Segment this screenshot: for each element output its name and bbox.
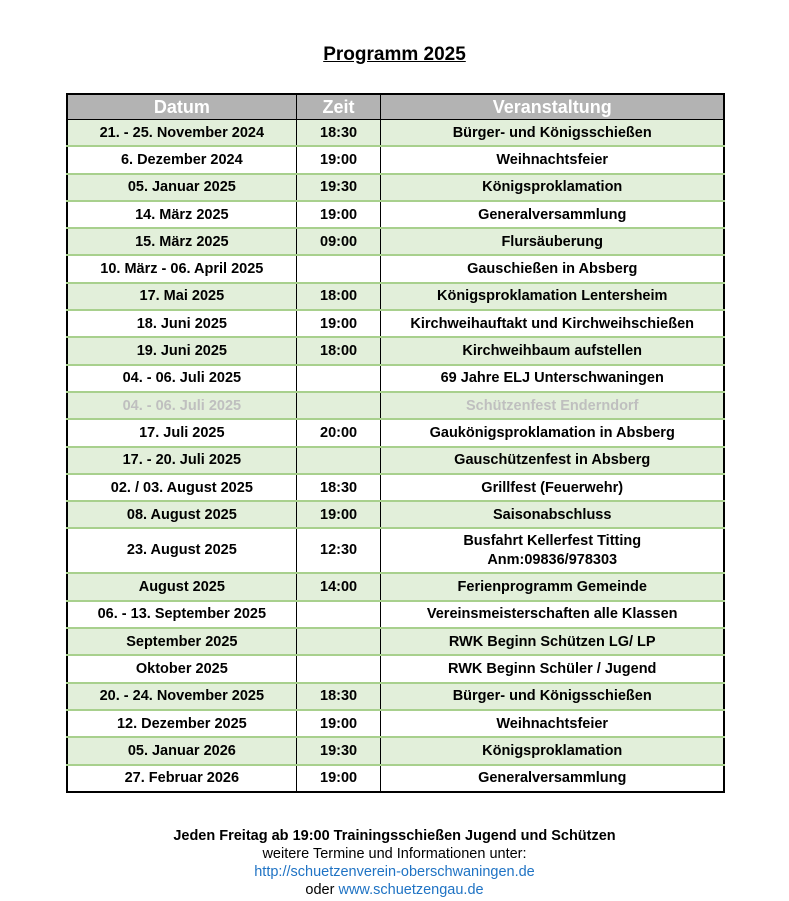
table-row <box>67 474 724 501</box>
row-event <box>381 683 724 710</box>
program-table <box>66 93 725 793</box>
row-event-text: Grillfest (Feuerwehr) <box>481 479 624 496</box>
row-event-text: Ferienprogramm Gemeinde <box>457 579 647 596</box>
row-event-text: Königsproklamation Lentersheim <box>436 288 668 305</box>
row-time: 18:30 <box>296 474 381 501</box>
row-time <box>296 447 381 474</box>
column-header-date: Datum <box>67 94 296 120</box>
row-event <box>381 655 724 682</box>
row-time <box>296 628 381 655</box>
row-event <box>381 120 724 147</box>
row-event-text: Saisonabschluss <box>492 506 612 523</box>
table-row <box>67 120 724 147</box>
row-time: 18:00 <box>296 337 381 364</box>
row-event-text: Gauschützenfest in Absberg <box>454 452 651 469</box>
row-date: Oktober 2025 <box>67 655 296 682</box>
row-event-text: Kirchweihauftakt und Kirchweihschießen <box>410 315 695 332</box>
row-time <box>296 601 381 628</box>
row-event-text: Weihnachtsfeier <box>496 151 609 168</box>
row-event-text: Generalversammlung <box>478 770 627 787</box>
more-info-note: weitere Termine und Informationen unter: <box>262 846 527 862</box>
row-date: 17. Juli 2025 <box>67 419 296 446</box>
row-time: 19:30 <box>296 737 381 764</box>
row-event <box>381 710 724 737</box>
table-row <box>67 447 724 474</box>
footer <box>0 827 789 899</box>
row-event-text: Schützenfest Enderndorf <box>466 397 639 414</box>
row-time <box>296 255 381 282</box>
row-date: 08. August 2025 <box>67 501 296 528</box>
table-row <box>67 655 724 682</box>
table-row <box>67 365 724 392</box>
table-row <box>67 501 724 528</box>
row-event-text: 69 Jahre ELJ Unterschwaningen <box>440 370 664 387</box>
row-event <box>381 501 724 528</box>
row-event <box>381 255 724 282</box>
column-header-time: Zeit <box>296 94 381 120</box>
row-event <box>381 573 724 600</box>
row-time: 12:30 <box>296 528 381 573</box>
row-date: 19. Juni 2025 <box>67 337 296 364</box>
row-event <box>381 174 724 201</box>
row-date: August 2025 <box>67 573 296 600</box>
row-event-text: Gaukönigsproklamation in Absberg <box>429 424 675 441</box>
row-event <box>381 765 724 792</box>
row-event-note: Anm:09836/978303 <box>487 551 618 568</box>
row-event-text: Flursäuberung <box>501 233 603 250</box>
row-date: 18. Juni 2025 <box>67 310 296 337</box>
row-event <box>381 628 724 655</box>
page-title <box>0 44 789 66</box>
row-time: 14:00 <box>296 573 381 600</box>
row-time: 19:00 <box>296 146 381 173</box>
row-time: 19:00 <box>296 501 381 528</box>
row-event <box>381 737 724 764</box>
column-header-event: Veranstaltung <box>381 94 724 120</box>
table-row <box>67 628 724 655</box>
row-date: 14. März 2025 <box>67 201 296 228</box>
row-event-text: Gauschießen in Absberg <box>467 261 638 278</box>
row-date: 10. März - 06. April 2025 <box>67 255 296 282</box>
row-event <box>381 201 724 228</box>
row-date: 06. - 13. September 2025 <box>67 601 296 628</box>
row-event-text: Königsproklamation <box>482 179 623 196</box>
row-event-text: RWK Beginn Schützen LG/ LP <box>448 633 656 650</box>
table-row <box>67 419 724 446</box>
row-event-text: RWK Beginn Schüler / Jugend <box>448 660 657 677</box>
row-event <box>381 283 724 310</box>
row-time: 19:00 <box>296 710 381 737</box>
row-event <box>381 337 724 364</box>
row-event-text: Kirchweihbaum aufstellen <box>462 343 643 360</box>
table-row <box>67 337 724 364</box>
row-event <box>381 146 724 173</box>
table-row <box>67 601 724 628</box>
row-date: 6. Dezember 2024 <box>67 146 296 173</box>
club-website-link[interactable]: http://schuetzenverein-oberschwaningen.de <box>254 864 535 880</box>
table-row <box>67 228 724 255</box>
row-date: 15. März 2025 <box>67 228 296 255</box>
row-time: 18:30 <box>296 683 381 710</box>
row-date: 05. Januar 2026 <box>67 737 296 764</box>
row-event <box>381 392 724 419</box>
row-time: 18:00 <box>296 283 381 310</box>
training-note: Jeden Freitag ab 19:00 Trainingsschießen Jugend und Schützen <box>173 828 616 844</box>
table-row <box>67 683 724 710</box>
row-event-text: Busfahrt Kellerfest Titting <box>463 532 642 549</box>
row-time: 19:00 <box>296 310 381 337</box>
row-date: 04. - 06. Juli 2025 <box>67 392 296 419</box>
row-event <box>381 365 724 392</box>
row-time: 19:30 <box>296 174 381 201</box>
or-label: oder <box>305 882 339 898</box>
row-time: 18:30 <box>296 120 381 147</box>
table-row <box>67 765 724 792</box>
row-event-text: Bürger- und Königsschießen <box>452 688 652 705</box>
table-header-row <box>67 94 724 120</box>
table-row <box>67 573 724 600</box>
row-event <box>381 447 724 474</box>
row-time: 09:00 <box>296 228 381 255</box>
table-row <box>67 201 724 228</box>
table-row <box>67 255 724 282</box>
row-event <box>381 528 724 573</box>
row-event <box>381 310 724 337</box>
row-time <box>296 392 381 419</box>
row-time: 19:00 <box>296 201 381 228</box>
row-event-text: Generalversammlung <box>478 206 627 223</box>
table-row <box>67 710 724 737</box>
row-date: 20. - 24. November 2025 <box>67 683 296 710</box>
row-time: 20:00 <box>296 419 381 446</box>
row-date: 04. - 06. Juli 2025 <box>67 365 296 392</box>
row-event-text: Königsproklamation <box>482 742 623 759</box>
row-event-text: Weihnachtsfeier <box>496 715 609 732</box>
table-row <box>67 283 724 310</box>
row-date: 17. - 20. Juli 2025 <box>67 447 296 474</box>
gau-website-link[interactable]: www.schuetzengau.de <box>338 882 484 898</box>
row-time <box>296 365 381 392</box>
row-time <box>296 655 381 682</box>
row-date: September 2025 <box>67 628 296 655</box>
row-date: 02. / 03. August 2025 <box>67 474 296 501</box>
table-row <box>67 174 724 201</box>
row-event <box>381 228 724 255</box>
table-row <box>67 528 724 573</box>
row-event-text: Vereinsmeisterschaften alle Klassen <box>426 606 678 623</box>
row-time: 19:00 <box>296 765 381 792</box>
row-date: 27. Februar 2026 <box>67 765 296 792</box>
row-event <box>381 419 724 446</box>
row-event <box>381 601 724 628</box>
row-date: 23. August 2025 <box>67 528 296 573</box>
page-title-text: Programm 2025 <box>323 44 466 65</box>
row-date: 12. Dezember 2025 <box>67 710 296 737</box>
table-row <box>67 392 724 419</box>
row-date: 17. Mai 2025 <box>67 283 296 310</box>
row-event-text: Bürger- und Königsschießen <box>452 124 652 141</box>
row-date: 05. Januar 2025 <box>67 174 296 201</box>
table-row <box>67 737 724 764</box>
table-row <box>67 146 724 173</box>
row-event <box>381 474 724 501</box>
table-row <box>67 310 724 337</box>
row-date: 21. - 25. November 2024 <box>67 120 296 147</box>
